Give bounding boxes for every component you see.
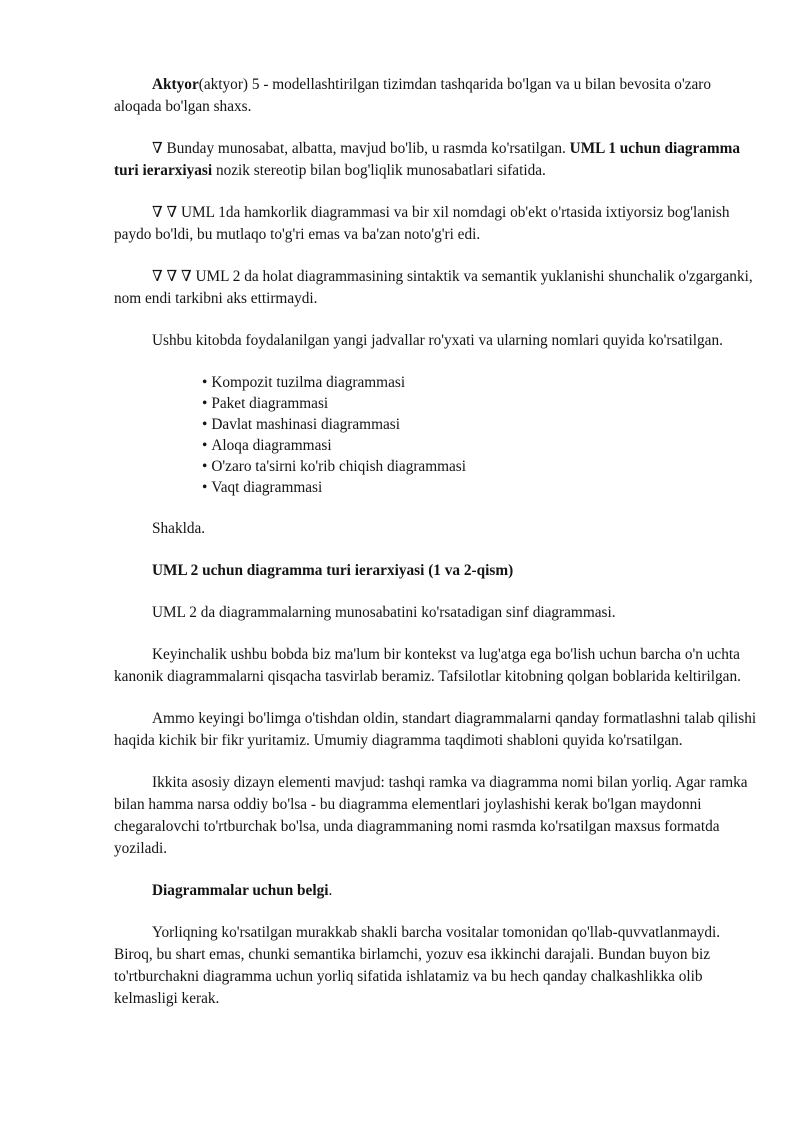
paragraph-class-diagram: UML 2 da diagrammalarning munosabatini ko'rsatadigan sinf diagrammasi. [152, 604, 616, 621]
paragraph-state-diagram: ∇ ∇ ∇ UML 2 da holat diagrammasining sintaktik va semantik yuklanishi shunchalik o'zgarganki, nom endi tarkibni aks ettirmaydi. [114, 268, 753, 307]
paragraph-shaklda: Shaklda. [152, 520, 206, 537]
paragraph-diagram-notation [114, 880, 762, 902]
paragraph-new-tables-intro: Ushbu kitobda foydalanilgan yangi jadvallar ro'yxati va ularning nomlari quyida ko'rsatilgan. [152, 332, 723, 349]
heading-uml2-hierarchy: UML 2 uchun diagramma turi ierarxiyasi (1 va 2-qism) [152, 562, 514, 579]
list-item: • O'zaro ta'sirni ko'rib chiqish diagrammasi [202, 456, 762, 477]
paragraph-canonical-diagrams: Keyinchalik ushbu bobda biz ma'lum bir kontekst va lug'atga ega bo'lish uchun barcha o'n uchta kanonik diagrammalarni qisqacha tasvirlab beramiz. Tafsilotlar kitobning qolgan boblarida keltirilgan. [114, 646, 741, 685]
paragraph-design-elements: Ikkita asosiy dizayn elementi mavjud: tashqi ramka va diagramma nomi bilan yorliq. Agar ramka bilan hamma narsa oddiy bo'lsa - bu diagramma elementlari joylashishi kerak bo'lgan maydonni chegaralovchi to'rtburchak bo'lsa, unda diagrammaning nomi rasmda ko'rsatilgan maxsus formatda yoziladi. [114, 774, 748, 857]
list-item: • Paket diagrammasi [202, 393, 762, 414]
paragraph-label-shape: Yorliqning ko'rsatilgan murakkab shakli barcha vositalar tomonidan qo'llab-quvvatlanmaydi. Biroq, bu shart emas, chunki semantika birlamchi, yozuv esa ikkinchi darajali. Bundan buyon biz to'rtburchakni diagramma uchun yorliq sifatida ishlatamiz va bu hech qanday chalkashlikka olib kelmasligi kerak. [114, 924, 721, 1007]
document-page [114, 74, 762, 1030]
diagram-notation-heading: Diagrammalar uchun belgi [152, 882, 329, 899]
uml1-hierarchy-term: UML 1 uchun diagramma turi ierarxiyasi [114, 140, 741, 179]
list-item: • Davlat mashinasi diagrammasi [202, 414, 762, 435]
uml1-intro-text: ∇ Bunday munosabat, albatta, mavjud bo'lib, u rasmda ko'rsatilgan. [152, 140, 570, 157]
term-aktyor: Aktyor [152, 76, 199, 93]
paragraph-aktyor [114, 74, 762, 118]
uml1-hierarchy-rest: nozik stereotip bilan bog'liqlik munosabatlari sifatida. [212, 162, 546, 179]
paragraph-uml1-hierarchy [114, 138, 762, 182]
list-item: • Kompozit tuzilma diagrammasi [202, 372, 762, 393]
diagram-notation-period: . [328, 882, 333, 899]
paragraph-collaboration-diagram: ∇ ∇ UML 1da hamkorlik diagrammasi va bir xil nomdagi ob'ekt o'rtasida ixtiyorsiz bog'lanish paydo bo'ldi, bu mutlaqo to'g'ri emas va ba'zan noto'g'ri edi. [114, 204, 730, 243]
diagram-list [114, 372, 762, 498]
aktyor-definition: (aktyor) 5 - modellashtirilgan tizimdan tashqarida bo'lgan va u bilan bevosita o'zaro aloqada bo'lgan shaxs. [114, 76, 712, 115]
list-item: • Aloqa diagrammasi [202, 435, 762, 456]
paragraph-formatting: Ammo keyingi bo'limga o'tishdan oldin, standart diagrammalarni qanday formatlashni talab qilishi haqida kichik bir fikr yuritamiz. Umumiy diagramma taqdimoti shabloni quyida ko'rsatilgan. [114, 710, 757, 749]
list-item: • Vaqt diagrammasi [202, 477, 762, 498]
